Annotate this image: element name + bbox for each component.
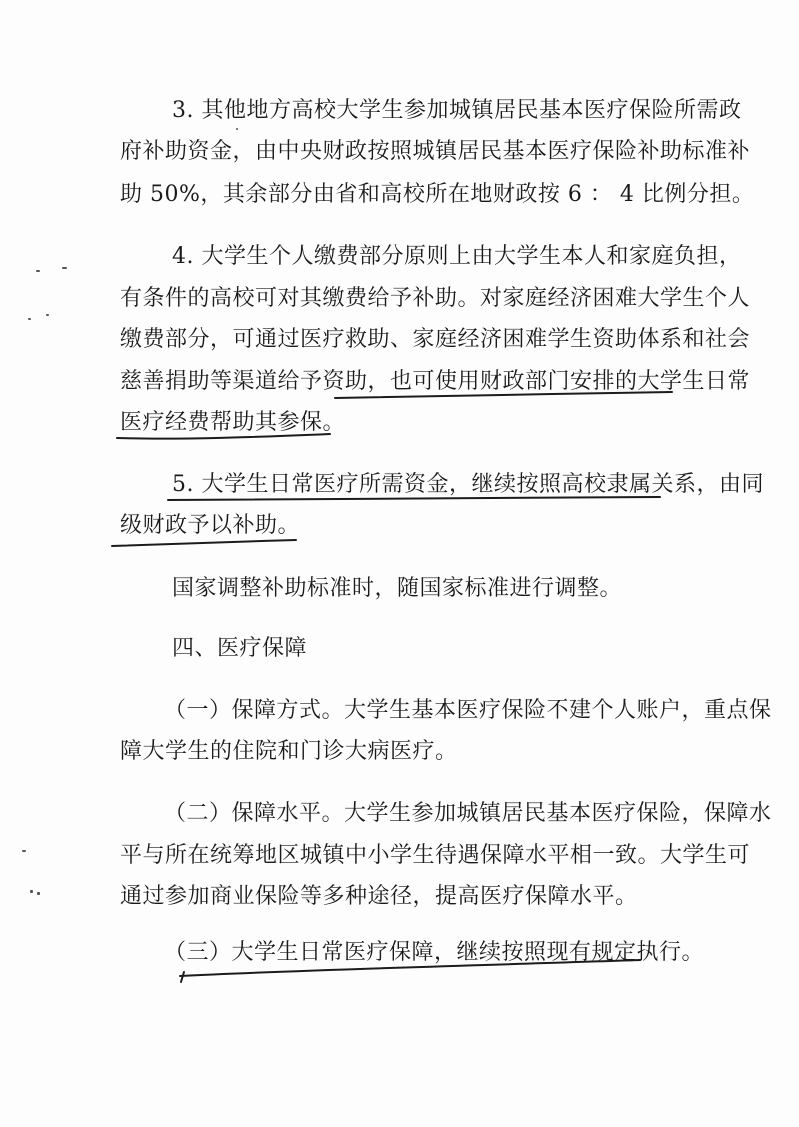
paragraph-5-line-1: 5. 大学生日常医疗所需资金，继续按照高校隶属关系，由同: [172, 472, 764, 497]
paragraph-3-line-3: 助 50%，其余部分由省和高校所在地财政按 6 ： 4 比例分担。: [120, 182, 755, 207]
paragraph-4-line-4: 慈善捐助等渠道给予资助，也可使用财政部门安排的大学生日常: [120, 369, 751, 394]
paragraph-3-line-2: 府补助资金，由中央财政按照城镇居民基本医疗保险补助标准补: [120, 139, 751, 164]
paragraph-5-line-2: 级财政予以补助。: [120, 513, 301, 538]
scan-speck: [22, 850, 26, 852]
scan-speck: [30, 890, 33, 893]
scan-speck: [37, 892, 40, 895]
scan-speck: [46, 314, 49, 316]
subsection-2-line-1: （二）保障水平。大学生参加城镇居民基本医疗保险，保障水: [164, 801, 772, 826]
paragraph-4-line-2: 有条件的高校可对其缴费给予补助。对家庭经济困难大学生个人: [120, 286, 751, 311]
subsection-1-line-1: （一）保障方式。大学生基本医疗保险不建个人账户，重点保: [164, 698, 772, 723]
section-4-heading: 四、医疗保障: [172, 636, 308, 661]
underline-p5-line2: [112, 540, 296, 546]
scan-speck: [36, 270, 40, 272]
scan-speck: [28, 318, 31, 320]
subsection-3-line-1: （三）大学生日常医疗保障，继续按照现有规定执行。: [164, 940, 705, 965]
underline-p4-line4: [335, 392, 672, 398]
paragraph-4-line-3: 缴费部分，可通过医疗救助、家庭经济困难学生资助体系和社会: [120, 327, 751, 352]
scan-speck: [236, 128, 238, 130]
subsection-2-line-2: 平与所在统筹地区城镇中小学生待遇保障水平相一致。大学生可: [120, 843, 751, 868]
underline-s3-line1: [180, 960, 640, 976]
paragraph-4-line-1: 4. 大学生个人缴费部分原则上由大学生本人和家庭负担，: [172, 244, 742, 269]
subsection-1-line-2: 障大学生的住院和门诊大病医疗。: [120, 739, 458, 764]
paragraph-6-line-1: 国家调整补助标准时，随国家标准进行调整。: [172, 576, 623, 601]
underline-p5-line1: [168, 497, 660, 500]
underline-p4-line5: [117, 434, 330, 439]
scan-speck: [62, 267, 67, 269]
paragraph-3-line-1: 3. 其他地方高校大学生参加城镇居民基本医疗保险所需政: [172, 98, 742, 123]
paragraph-4-line-5: 医疗经费帮助其参保。: [120, 410, 346, 435]
underline-s3-hook: [181, 972, 184, 982]
subsection-2-line-3: 通过参加商业保险等多种途径，提高医疗保障水平。: [120, 884, 638, 909]
